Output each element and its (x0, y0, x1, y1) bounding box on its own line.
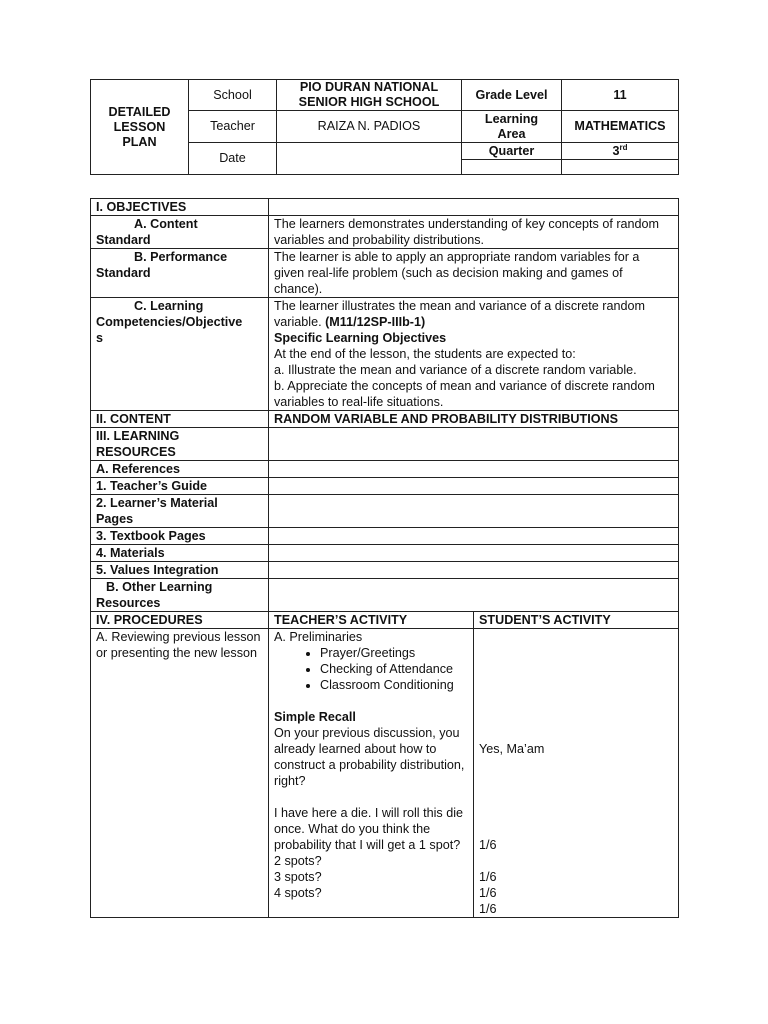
recall-text: On your previous discussion, you already learned about how to construct a probability distribution, right? (274, 726, 465, 788)
answer-3-spots: 1/6 (479, 886, 497, 900)
learning-area-label (462, 111, 562, 143)
preliminaries-label: A. Preliminaries (274, 630, 363, 644)
specific-objective-a: a. Illustrate the mean and variance of a discrete random variable. (274, 363, 637, 377)
learning-area-label-line1: Learning (484, 111, 539, 126)
empty-cell (269, 545, 679, 562)
empty-cell (269, 478, 679, 495)
competencies-label-line1: C. Learning (134, 299, 204, 313)
quarter-label: Quarter (462, 143, 562, 160)
spacer (274, 789, 468, 805)
school-label: School (189, 80, 277, 111)
competencies-label-line3: s (96, 331, 104, 345)
empty-cell (269, 428, 679, 461)
simple-recall-heading: Simple Recall (274, 710, 356, 724)
quarter-value (562, 143, 679, 160)
specific-objective-b: b. Appreciate the concepts of mean and variance of discrete random variables to real-life situations. (274, 379, 655, 409)
teacher-value: RAIZA N. PADIOS (277, 111, 462, 143)
resources-heading (91, 428, 269, 461)
values-integration-label: 5. Values Integration (91, 562, 269, 579)
student-activity-cell (474, 629, 679, 918)
content-heading: II. CONTENT (91, 411, 269, 428)
spacer (274, 693, 468, 709)
question-4-spots: 4 spots? (274, 886, 322, 900)
specific-objectives-heading: Specific Learning Objectives (274, 331, 447, 345)
performance-standard-text: The learner is able to apply an appropriate random variables for a given real-life problem (such as decision making and games of chance). (269, 249, 679, 298)
list-item: • Checking of Attendance (320, 661, 468, 677)
procedures-heading: IV. PROCEDURES (91, 612, 269, 629)
answer-4-spots: 1/6 (479, 902, 497, 916)
other-resources-line2: Resources (96, 596, 161, 610)
lesson-plan-table (90, 198, 679, 918)
teacher-activity-heading: TEACHER’S ACTIVITY (269, 612, 474, 629)
empty-cell (269, 528, 679, 545)
content-value: RANDOM VARIABLE AND PROBABILITY DISTRIBUTIONS (269, 411, 679, 428)
empty-cell (562, 160, 679, 175)
teachers-guide-label: 1. Teacher’s Guide (91, 478, 269, 495)
school-value-line1: PIO DURAN NATIONAL (299, 80, 439, 94)
dlp-title-line2: LESSON (113, 119, 166, 134)
references-label: A. References (91, 461, 269, 478)
objectives-heading: I. OBJECTIVES (91, 199, 269, 216)
quarter-number: 3 (612, 143, 620, 158)
materials-label: 4. Materials (91, 545, 269, 562)
resources-heading-line2: RESOURCES (96, 445, 176, 459)
empty-cell (269, 579, 679, 612)
list-item: • Prayer/Greetings (320, 645, 468, 661)
empty-cell (462, 160, 562, 175)
procedure-step-a: A. Reviewing previous lesson or presenting the new lesson (91, 629, 269, 918)
specific-objectives-intro: At the end of the lesson, the students are expected to: (274, 347, 576, 361)
competency-code: (M11/12SP-IIIb-1) (325, 315, 426, 329)
content-standard-label-line2: Standard (96, 233, 151, 247)
empty-cell (269, 495, 679, 528)
dlp-title-line1: DETAILED (108, 104, 171, 119)
competencies-text (269, 298, 679, 411)
die-question: I have here a die. I will roll this die once. What do you think the probability that I will get a 1 spot? (274, 806, 463, 852)
content-standard-text: The learners demonstrates understanding of key concepts of random variables and probability distributions. (269, 216, 679, 249)
header-table (90, 79, 679, 175)
grade-value: 11 (562, 80, 679, 111)
other-resources-label (91, 579, 269, 612)
other-resources-line1: B. Other Learning (106, 580, 213, 594)
textbook-pages-label: 3. Textbook Pages (91, 528, 269, 545)
teacher-label: Teacher (189, 111, 277, 143)
dlp-title-line3: PLAN (122, 134, 157, 149)
date-value (277, 143, 462, 175)
answer-2-spots: 1/6 (479, 870, 497, 884)
content-standard-label-line1: A. Content (134, 217, 198, 231)
student-activity-heading: STUDENT’S ACTIVITY (474, 612, 679, 629)
answer-1-spot: 1/6 (479, 838, 497, 852)
list-item: • Classroom Conditioning (320, 677, 468, 693)
competency-text: The learner illustrates the mean and variance of a discrete random variable. (274, 299, 646, 329)
learners-material-line2: Pages (96, 512, 134, 526)
date-label: Date (189, 143, 277, 175)
dlp-title (91, 80, 189, 175)
learning-area-value: MATHEMATICS (562, 111, 679, 143)
school-value-line2: SENIOR HIGH SCHOOL (298, 95, 440, 109)
competency-statement (274, 298, 673, 330)
preliminaries-list (274, 645, 468, 693)
competencies-label-line2: Competencies/Objective (96, 315, 243, 329)
answer-yes: Yes, Ma’am (479, 742, 545, 756)
content-standard-label (91, 216, 269, 249)
learners-material-label (91, 495, 269, 528)
question-3-spots: 3 spots? (274, 870, 322, 884)
learning-area-label-line2: Area (497, 126, 526, 141)
question-2-spots: 2 spots? (274, 854, 322, 868)
grade-label: Grade Level (462, 80, 562, 111)
learners-material-line1: 2. Learner’s Material (96, 496, 218, 510)
empty-cell (269, 461, 679, 478)
school-value (277, 80, 462, 111)
resources-heading-line1: III. LEARNING (96, 429, 180, 443)
empty-cell (269, 562, 679, 579)
performance-standard-label-line2: Standard (96, 266, 151, 280)
empty-cell (269, 199, 679, 216)
teacher-activity-cell (269, 629, 474, 918)
performance-standard-label (91, 249, 269, 298)
quarter-suffix: rd (619, 142, 628, 152)
competencies-label (91, 298, 269, 411)
performance-standard-label-line1: B. Performance (134, 250, 228, 264)
